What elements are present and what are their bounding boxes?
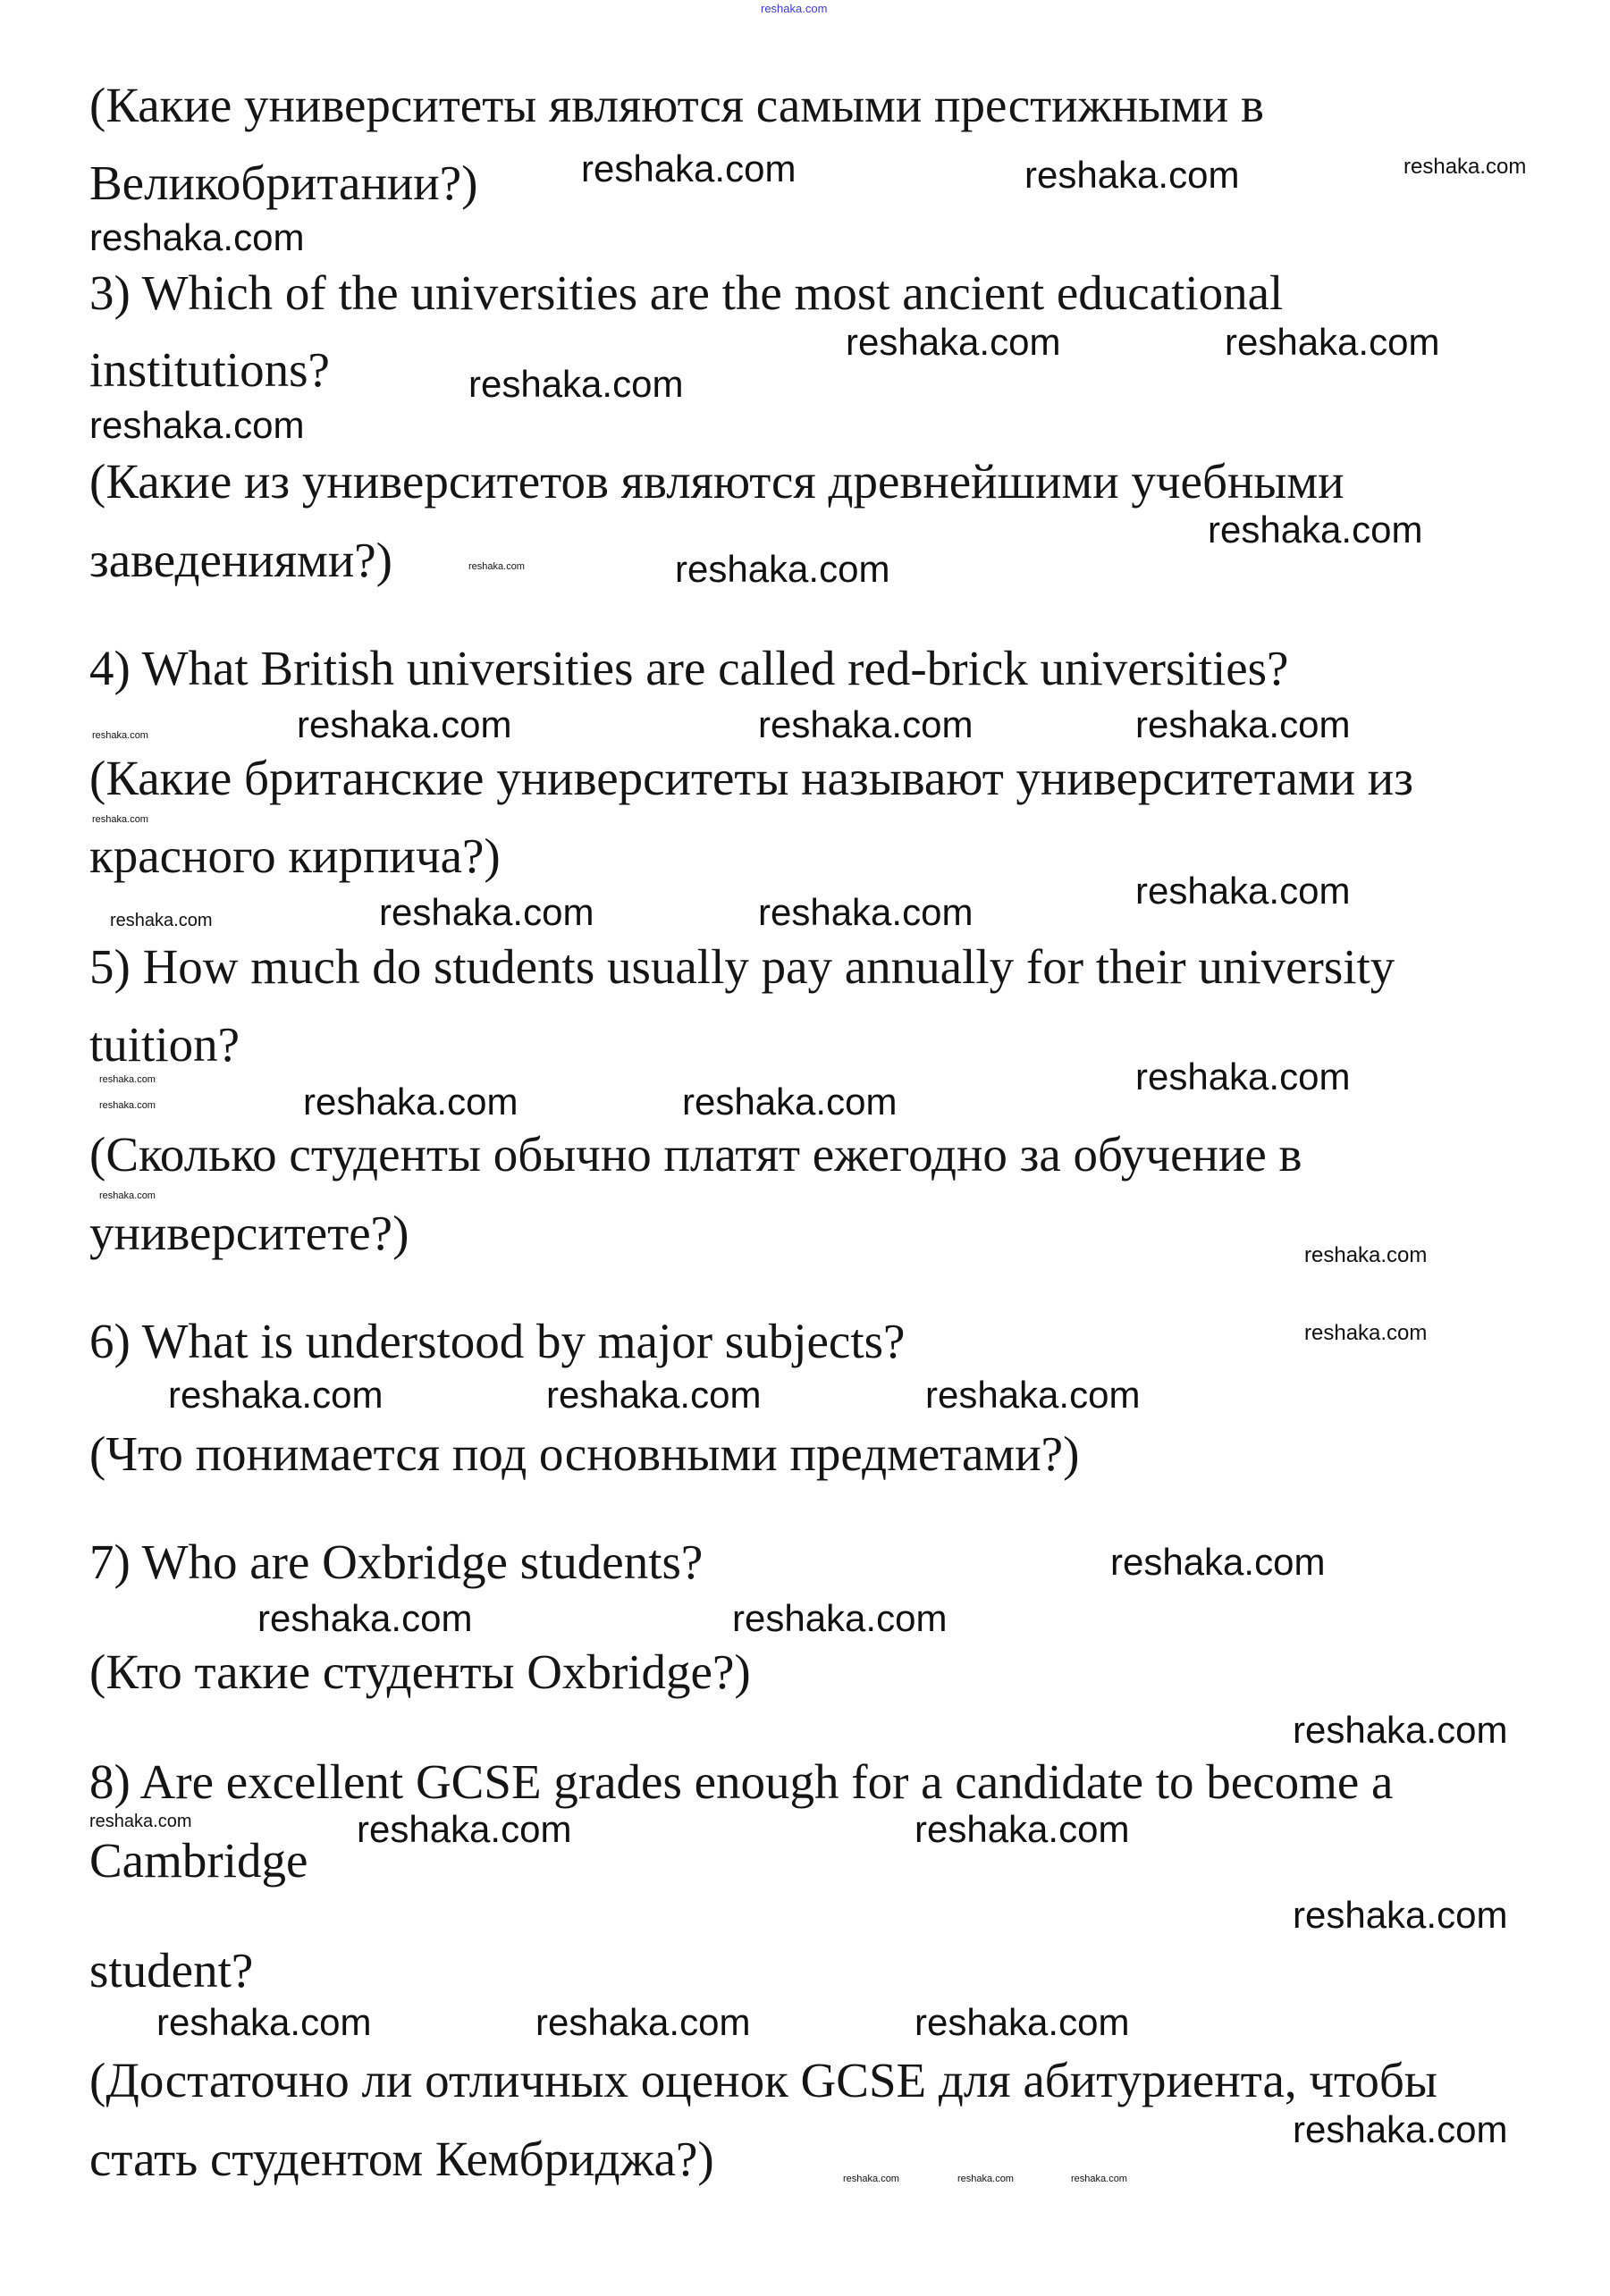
watermark: reshaka.com — [915, 1808, 1130, 1850]
watermark: reshaka.com — [1225, 321, 1440, 363]
text-line: Cambridge — [89, 1833, 308, 1888]
watermark: reshaka.com — [758, 891, 974, 933]
text-line: 5) How much do students usually pay annually for their university — [89, 939, 1395, 994]
text-line: университете?) — [89, 1206, 409, 1260]
watermark: reshaka.com — [110, 911, 213, 930]
watermark: reshaka.com — [1024, 154, 1240, 196]
watermark: reshaka.com — [468, 363, 684, 405]
watermark: reshaka.com — [168, 1374, 384, 1416]
watermark: reshaka.com — [915, 2001, 1130, 2043]
watermark: reshaka.com — [732, 1597, 948, 1639]
text-line: (Какие из университетов являются древнейшими учебными — [89, 454, 1344, 509]
watermark: reshaka.com — [99, 1074, 156, 1085]
watermark: reshaka.com — [1293, 1894, 1508, 1936]
text-line: (Какие университеты являются самыми престижными в — [89, 78, 1264, 132]
watermark: reshaka.com — [1304, 1321, 1428, 1345]
watermark: reshaka.com — [675, 548, 890, 590]
watermark: reshaka.com — [1293, 2108, 1508, 2150]
text-line: (Что понимается под основными предметами?) — [89, 1426, 1080, 1481]
watermark: reshaka.com — [357, 1808, 572, 1850]
text-line: 4) What British universities are called red-brick universities? — [89, 641, 1289, 695]
watermark: reshaka.com — [1293, 1709, 1508, 1751]
watermark: reshaka.com — [99, 1190, 156, 1201]
watermark: reshaka.com — [925, 1374, 1141, 1416]
watermark: reshaka.com — [257, 1597, 473, 1639]
text-line: 3) Which of the universities are the most ancient educational — [89, 265, 1284, 320]
watermark: reshaka.com — [379, 891, 594, 933]
text-line: 8) Are excellent GCSE grades enough for a candidate to become a — [89, 1754, 1394, 1809]
watermark: reshaka.com — [846, 321, 1061, 363]
text-line: (Какие британские университеты называют университетами из — [89, 751, 1413, 805]
watermark: reshaka.com — [297, 703, 512, 745]
text-line: стать студентом Кембриджа?) — [89, 2132, 714, 2186]
text-line: institutions? — [89, 342, 330, 397]
watermark: reshaka.com — [156, 2001, 372, 2043]
watermark: reshaka.com — [1110, 1541, 1326, 1583]
text-line: student? — [89, 1943, 254, 1997]
watermark: reshaka.com — [89, 1812, 192, 1831]
text-line: Великобритании?) — [89, 156, 478, 210]
header-watermark[interactable]: reshaka.com — [761, 2, 828, 15]
text-line: (Сколько студенты обычно платят ежегодно за обучение в — [89, 1127, 1302, 1182]
watermark: reshaka.com — [1135, 703, 1351, 745]
watermark: reshaka.com — [535, 2001, 751, 2043]
watermark: reshaka.com — [546, 1374, 762, 1416]
watermark: reshaka.com — [957, 2174, 1014, 2184]
watermark: reshaka.com — [1071, 2174, 1127, 2184]
watermark: reshaka.com — [89, 216, 305, 258]
text-line: (Достаточно ли отличных оценок GCSE для абитуриента, чтобы — [89, 2053, 1437, 2107]
watermark: reshaka.com — [581, 147, 797, 189]
text-line: 6) What is understood by major subjects? — [89, 1314, 906, 1368]
watermark: reshaka.com — [1208, 509, 1423, 551]
watermark: reshaka.com — [758, 703, 974, 745]
watermark: reshaka.com — [1304, 1243, 1428, 1267]
watermark: reshaka.com — [843, 2174, 899, 2184]
watermark: reshaka.com — [1135, 1055, 1351, 1098]
text-line: 7) Who are Oxbridge students? — [89, 1535, 704, 1589]
watermark: reshaka.com — [92, 730, 148, 741]
watermark: reshaka.com — [1135, 870, 1351, 912]
watermark: reshaka.com — [468, 561, 525, 572]
text-line: tuition? — [89, 1017, 240, 1072]
text-line: (Кто такие студенты Oxbridge?) — [89, 1644, 751, 1699]
text-line: заведениями?) — [89, 533, 392, 587]
watermark: reshaka.com — [1403, 155, 1527, 179]
watermark: reshaka.com — [89, 404, 305, 446]
text-line: красного кирпича?) — [89, 828, 501, 883]
watermark: reshaka.com — [99, 1100, 156, 1111]
watermark: reshaka.com — [682, 1081, 898, 1123]
watermark: reshaka.com — [92, 814, 148, 825]
watermark: reshaka.com — [303, 1081, 518, 1123]
